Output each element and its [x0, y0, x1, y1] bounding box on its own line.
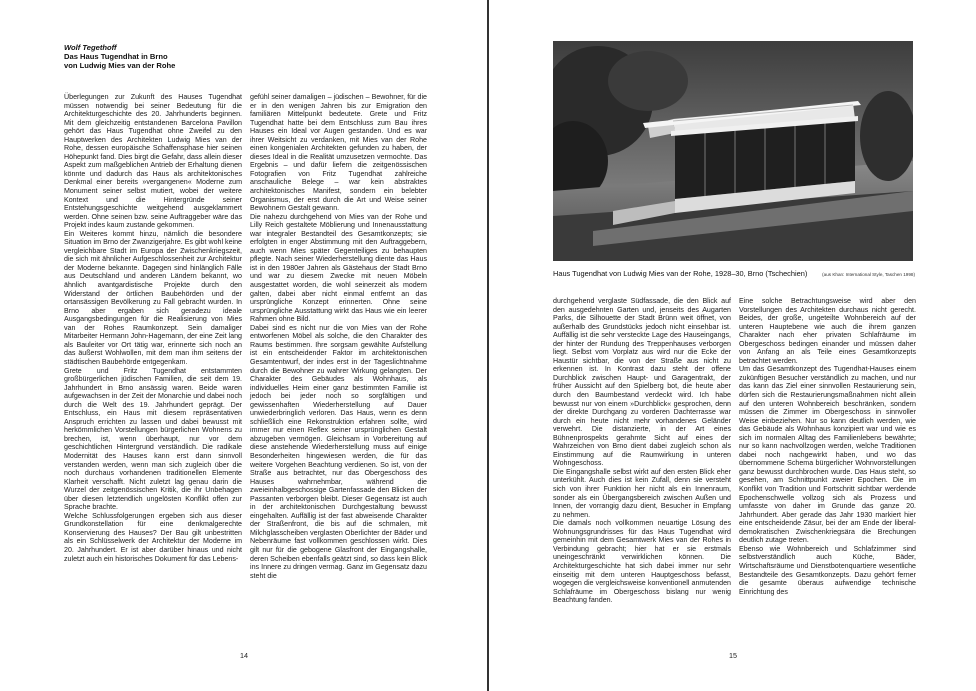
- caption-text: Haus Tugendhat von Ludwig Mies van der Rohe, 1928–30, Brno (Tschechien): [553, 269, 808, 278]
- house-exterior-photo: [553, 41, 913, 261]
- left-page: [0, 0, 487, 691]
- left-page-column-1: Überlegungen zur Zukunft des Hauses Tugendhat müssen notwendig bei seiner Bedeutung für die Architekturgeschichte des 20. Jahrhunderts beginnen. Mit dem gleichzeitig entstandenen Barcelona Pavillon gehört das Haus Tugendhat ohne Zweifel zu den Hauptwerken des Architekten Ludwig Mies van der Rohe, dessen europäische Schaffensphase hier seinen Höhepunkt fand. Dies birgt die Gefahr, dass allein dieser Aspekt zum maßgeblichen Antrieb der Erhaltung dienen könnte und dadurch das Haus als architektonisches Denkmal einer bereits »vergangenen« Moderne zum Monument seiner selbst mutiert, wobei der weitere Kontext und die Hintergründe seiner Entstehungsgeschichte weitgehend ausgeklammert werden. Ohne seinen bzw. seine Auftraggeber wäre das Projekt indes kaum zustande gekommen. Ein Weiteres kommt hinzu, nämlich die besondere Situation im Brno der Zwanzigerjahre. Es gibt wohl keine vergleichbare Stadt im Europa der Zwischenkriegszeit, die sich mit ähnlicher Aufgeschlossenheit zur Architektur der Moderne bekannte. Dagegen sind hinlänglich Fälle aus Deutschland und anderen Ländern bekannt, wo ähnlich avantgardistische Projekte durch den Widerstand der örtlichen Baubehörden und der ortansässigen Bevölkerung zu Fall gebracht wurden. In Brno aber ergaben sich geradezu ideale Ausgangsbedingungen für die Realisierung von Mies van der Rohes Raumkonzept. Sein damaliger Mitarbeiter Hermann John-Hagemann, der eine Zeit lang als Bauleiter vor Ort tätig war, erinnerte sich noch an das äußerst Wohlwollen, mit dem man ihm seitens der städtischen Baubehörde entgegenkam. Grete und Fritz Tugendhat entstammten großbürgerlichen jüdischen Familien, die seit dem 19. Jahrhundert in Brno ansässig waren. Beide waren aufgewachsen in der Zeit der Monarchie und dabei noch durch die Welt des 19. Jahrhundert geprägt. Der Entschluss, ein Haus mit diesem repräsentativen Anspruch errichten zu lassen und dabei bewusst mit herkömmlichen Vorstellungen bürgerlichen Wohnens zu brechen, ist, wenn überhaupt, nur vor dem geschichtlichen Hintergrund verständlich. Die radikale Modernität des Hauses kann erst dann sinnvoll verstanden werden, wenn man sich zugleich über die noch durchaus vorhandenen traditionellen Elemente Klarheit verschafft. Nicht zuletzt lag genau darin die Wurzel der zeitgenössischen Kritik, die ihr Unbehagen über diesen letztendlich ungelösten Konflikt offen zur Sprache brachte. Welche Schlussfolgerungen ergeben sich aus dieser Grundkonstellation für eine denkmalgerechte Konservierung des Hauses? Der Bau gilt unbestritten als ein Schlüsselwerk der Architektur der Moderne im 20. Jahrhundert. Er ist aber darüber hinaus und nicht zuletzt auch ein historisches Dokument für das Lebens-: [64, 93, 242, 563]
- right-page-column-1: durchgehend verglaste Südfassade, die den Blick auf den ausgedehnten Garten und, jenseits des Augarten Parks, die Silhouette der Stadt Brünn weit öffnet, von außerhalb des Grundstücks jedoch nicht einsehbar ist. Auffällig ist die sehr versteckte Lage des Hauseingangs, der hinter der Rundung des Treppenhauses verborgen liegt. Selbst vom Vorplatz aus wird nur die Ecke der Haustür sichtbar, die von der Straße aus nicht zu erkennen ist. In Kontrast dazu steht der offene Durchblick zwischen Haupt- und Garagentrakt, der früher Aussicht auf den Spielberg bot, die heute aber durch den Baumbestand verdeckt wird. Ich habe bewusst nur von einem »Durchblick« gesprochen, denn der direkte Durchgang zu vorderen Dachterrasse war durch ein heute nicht mehr vorhandenes Geländer verwehrt. Die distanzierte, in der Art eines Bühnenprospekts gerahmte Sicht auf eines der Wahrzeichen von Brno dient dabei zugleich schon als Einstimmung auf die Raumwirkung in unteren Wohngeschoss. Die Eingangshalle selbst wirkt auf den ersten Blick eher unterkühlt. Auch dies ist kein Zufall, denn sie versteht sich von ihrer Funktion her nicht als ein Innenraum, sonder als ein Übergangsbereich zwischen Außen und Innen, der vorrangig dazu dient, Besucher in Empfang zu nehmen. Die damals noch vollkommen neuartige Lösung des Wohnungsgrundrisses für das Haus Tugendhat wird gemeinhin mit dem Gesamtwerk Mies van der Rohes in Verbindung gebracht; hier hat er sie erstmals uneingeschränkt verwirklichen können. Die Architekturgeschichte hat sich dabei immer nur sehr einseitig mit dem unteren Hauptgeschoss befasst, wogegen die vergleichsweise konventionell anmutenden Schlafräume im Obergeschoss bislang nur wenig Beachtung fanden.: [553, 297, 731, 605]
- photo-illustration: [553, 41, 913, 261]
- right-page-column-2: Eine solche Betrachtungsweise wird aber den Vorstellungen des Architekten durchaus nicht gerecht. Beides, der große, ungeteilte Wohnbereich auf der unteren Hauptebene wie auch die ihrem ganzen Charakter nach eher privaten Schlafräume im Obergeschoss bedingen einander und müssen daher von Anfang an als Teile eines Gesamtkonzepts betrachtet werden. Um das Gesamtkonzept des Tugendhat-Hauses einem zukünftigen Besucher verständlich zu machen, und nur das kann das Ziel einer sinnvollen Restaurierung sein, dürfen sich die Restaurierungsmaßnahmen nicht allein auf den unteren Wohnbereich beschränken, sondern müssen die Zimmer im Obergeschoss in sinnvoller Weise einbeziehen. Nur so kann deutlich werden, wie das Gebäude als Wohnhaus konzipiert war und wie es sich im normalen Alltag des Familienlebens bewährte; nur so kann nachvollzogen werden, welche Traditionen dabei noch nachgewirkt haben, und wo das übernommene Schema bürgerlicher Wohnvorstellungen ganz bewusst durchbrochen wurde. Das Haus steht, so gesehen, am Schnittpunkt zweier Epochen. Die im Konflikt von Tradition und Fortschritt sichtbar werdende Epochenschwelle vollzog sich als Prozess und umfasste von daher im Grunde das ganze 20. Jahrhundert. Aber gerade das Jahr 1930 markiert hier eine entscheidende Zäsur, bei der am Ende der liberal-demokratischen Zwischenkriegsära die Brechungen deutlich zutage treten. Ebenso wie Wohnbereich und Schlafzimmer sind selbstverständlich auch Küche, Bäder, Wirtschaftsräume und Dienstbotenquartiere wesentliche Bestandteile des Gesamtkonzepts. Dazu gehört ferner die gesamte überaus aufwendige technische Einrichtung des: [739, 297, 916, 596]
- article-title-line-1: Das Haus Tugendhat in Brno: [64, 52, 168, 62]
- page-number-left: 14: [240, 651, 248, 660]
- photo-caption: [553, 269, 915, 278]
- photo-credit: (aus Khan: International Style, Taschen 1998): [822, 272, 915, 277]
- author-name: Wolf Tegethoff: [64, 43, 117, 52]
- page-number-right: 15: [729, 651, 737, 660]
- article-title-line-2: von Ludwig Mies van der Rohe: [64, 61, 176, 71]
- article-heading: [64, 43, 175, 71]
- right-page: [489, 0, 976, 691]
- left-page-column-2: gefühl seiner damaligen – jüdischen – Bewohner, für die er in den wenigen Jahren bis zur Emigration den familiären Mittelpunkt bedeutete. Grete und Fritz Tugendhat hatte bei dem Entschluss zum Bau ihres Hauses ein Ideal vor Augen gestanden. Und es war ihrer Weitsicht zu verdanken, mit Mies van der Rohe einen kongenialen Architekten gefunden zu haben, der dieses Ideal in die Realität umzusetzen vermochte. Das Ergebnis – und dafür liefern die zeitgenössischen Fotografien von Fritz Tugendhat zahlreiche anschauliche Belege – war kein abstraktes architektonisches Manifest, sondern ein belebter Organismus, der erst durch die Art und Weise seiner Bewohnern Gestalt gewann. Die nahezu durchgehend von Mies van der Rohe und Lilly Reich gestaltete Möblierung und Innenausstattung war integraler Bestandteil des Gesamtkonzepts; sie erfolgten in enger Abstimmung mit den Auftraggebern, auch wenn Mies später Gegenteiliges zu behaupten pflegte. Nach seiner Wiederherstellung diente das Haus ist in den 1980er Jahren als Gästehaus der Stadt Brno und war zu diesem Zwecke mit neuen Möbeln ausgestattet worden, die wohl seinerzeit als modern galten, dabei aber nicht einmal entfernt an das ursprüngliche Konzept erinnerten. Ohne seine ursprüngliche Ausstattung wirkt das Haus wie ein leerer Rahmen ohne Bild. Dabei sind es nicht nur die von Mies van der Rohe entworfenen Möbel als solche, die den Charakter des Raums bestimmen. Ihre sorgsam gewählte Aufstellung ist ein entscheidender Faktor im architektonischen Gesamtentwurf, der indes erst in der Tageslichtnahme durch die Bewohner zu wahrer Wirkung gelangten. Der Charakter des Gebäudes als Wohnhaus, als individuelles Heim einer ganz bestimmten Familie ist jedoch bei jeder noch so sorgfältigen und gewissenhaften Wiederherstellung auf Dauer unwiederbringlich verloren. Das Haus, wenn es denn schließlich eine Rekonstruktion erfahren sollte, wird immer nur einen Reflex seiner ursprünglichen Gestalt abzugeben vermögen. Gleichsam in Vorbereitung auf diese anstehende Wiederherstellung muss auf einige Besonderheiten hingewiesen werden, die für das weitere Vorgehen Beachtung verdienen. So ist, von der Straße aus betrachtet, nur das Obergeschoss des Hauses wahrnehmbar, während die zweieinhalbgeschossige Gartenfassade den Blicken der Passanten verborgen bleibt. Dieser Gegensatz ist auch in der architektonischen Durchgestaltung bewusst eingehalten. Auffällig ist der fast abweisende Charakter der Straßenfront, die bis auf die schmalen, mit Milchglasscheiben verglasten Oberlichter der Bäder und Nebenräume fast vollkommen geschlossen wirkt. Dies gilt nur für die gebogene Glasfront der Eingangshalle, deren Scheiben ebenfalls geätzt sind, so dass kein Blick ins Innere zu dringen vermag. Ganz im Gegensatz dazu steht die: [250, 93, 427, 580]
